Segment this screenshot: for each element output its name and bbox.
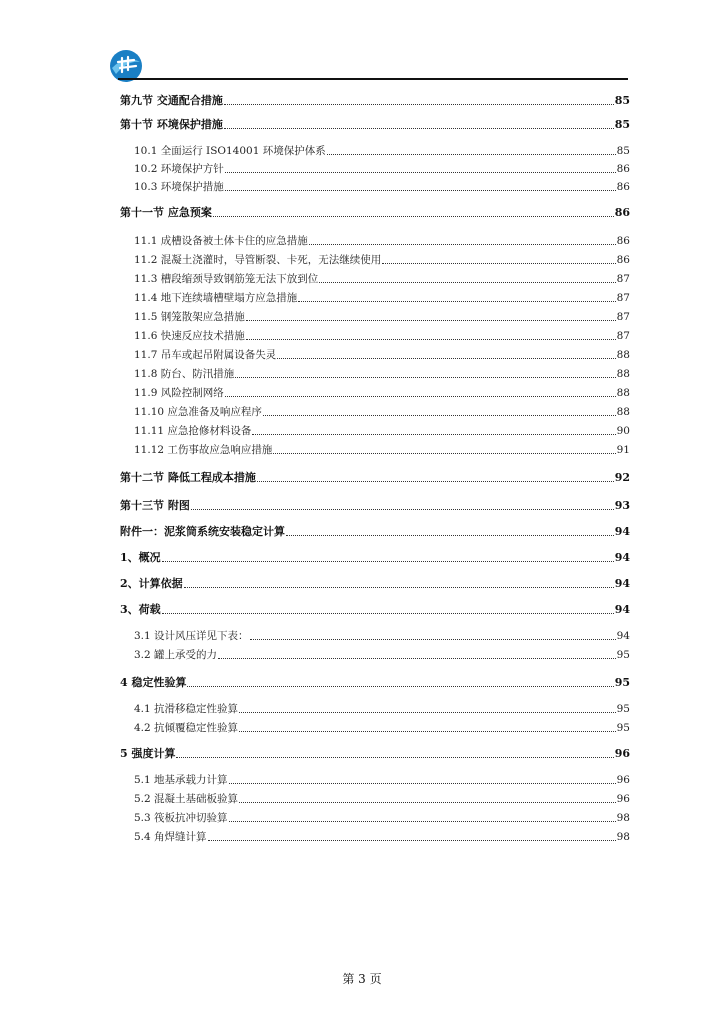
- toc-entry-page: 86: [616, 181, 630, 193]
- toc-entry[interactable]: [120, 629, 630, 643]
- toc-leader-dots: [187, 685, 613, 687]
- toc-entry-title: 4.2 抗倾覆稳定性验算: [134, 722, 239, 734]
- toc-entry[interactable]: [120, 234, 630, 248]
- toc-entry-page: 98: [616, 831, 630, 843]
- toc-entry-page: 85: [614, 94, 630, 107]
- toc-entry[interactable]: [120, 577, 630, 591]
- toc-entry-title: 3.1 设计风压详见下表：: [134, 630, 249, 642]
- toc-entry[interactable]: [120, 648, 630, 662]
- toc-leader-dots: [225, 171, 616, 173]
- toc-leader-dots: [162, 612, 614, 614]
- toc-leader-dots: [218, 657, 616, 659]
- toc-entry[interactable]: [120, 291, 630, 305]
- toc-leader-dots: [208, 839, 616, 841]
- toc-entry-title: 11.12 工伤事故应急响应措施: [134, 444, 273, 456]
- toc-entry-page: 96: [616, 793, 630, 805]
- toc-leader-dots: [191, 508, 614, 510]
- toc-entry-page: 85: [616, 145, 630, 157]
- toc-leader-dots: [229, 820, 616, 822]
- toc-entry-page: 87: [616, 273, 630, 285]
- toc-leader-dots: [224, 127, 614, 129]
- toc-entry[interactable]: [120, 676, 630, 690]
- toc-entry[interactable]: [120, 94, 630, 108]
- toc-entry-page: 96: [614, 747, 630, 760]
- toc-entry-page: 88: [616, 349, 630, 361]
- toc-leader-dots: [286, 534, 614, 536]
- toc-entry[interactable]: [120, 424, 630, 438]
- toc-entry-page: 86: [616, 254, 630, 266]
- toc-entry[interactable]: [120, 405, 630, 419]
- toc-entry-page: 91: [616, 444, 630, 456]
- toc-entry-title: 11.2 混凝土浇灌时，导管断裂、卡死，无法继续使用: [134, 254, 382, 266]
- toc-entry-page: 86: [614, 206, 630, 219]
- toc-entry-page: 94: [614, 551, 630, 564]
- toc-leader-dots: [239, 711, 616, 713]
- toc-leader-dots: [252, 433, 615, 435]
- toc-entry-title: 11.9 风险控制网络: [134, 387, 224, 399]
- toc-entry[interactable]: [120, 180, 630, 194]
- toc-entry-title: 第十二节 降低工程成本措施: [120, 471, 256, 484]
- toc-entry-title: 10.1 全面运行 ISO14001 环境保护体系: [134, 145, 326, 157]
- toc-leader-dots: [319, 281, 615, 283]
- toc-entry[interactable]: [120, 773, 630, 787]
- header-rule: [118, 78, 628, 80]
- toc-entry-page: 94: [616, 630, 630, 642]
- toc-entry-page: 95: [616, 722, 630, 734]
- toc-entry-title: 5.1 地基承载力计算: [134, 774, 228, 786]
- toc-entry-title: 11.7 吊车或起吊附属设备失灵: [134, 349, 277, 361]
- toc-entry-title: 2、计算依据: [120, 577, 183, 590]
- toc-entry-title: 3、荷载: [120, 603, 161, 616]
- toc-entry-title: 11.3 槽段缩颈导致钢筋笼无法下放到位: [134, 273, 319, 285]
- toc-entry-title: 5.4 角焊缝计算: [134, 831, 207, 843]
- toc-entry-title: 5.3 筏板抗冲切验算: [134, 812, 228, 824]
- toc-entry[interactable]: [120, 747, 630, 761]
- toc-entry-page: 94: [614, 577, 630, 590]
- toc-entry[interactable]: [120, 721, 630, 735]
- toc-entry-page: 94: [614, 525, 630, 538]
- toc-entry-title: 4.1 抗滑移稳定性验算: [134, 703, 239, 715]
- toc-leader-dots: [239, 730, 616, 732]
- toc-entry[interactable]: [120, 551, 630, 565]
- page-number: 第 3 页: [342, 972, 382, 986]
- toc-entry-page: 87: [616, 311, 630, 323]
- toc-entry-title: 第十三节 附图: [120, 499, 190, 512]
- toc-entry-title: 11.1 成槽设备被土体卡住的应急措施: [134, 235, 308, 247]
- toc-entry[interactable]: [120, 471, 630, 485]
- toc-entry[interactable]: [120, 144, 630, 158]
- toc-entry[interactable]: [120, 702, 630, 716]
- toc-entry[interactable]: [120, 811, 630, 825]
- toc-leader-dots: [257, 480, 614, 482]
- toc-leader-dots: [273, 452, 615, 454]
- toc-entry-title: 11.8 防台、防汛措施: [134, 368, 235, 380]
- toc-entry-title: 附件一：泥浆筒系统安装稳定计算: [120, 525, 285, 538]
- toc-entry-page: 93: [614, 499, 630, 512]
- toc-entry-title: 5 强度计算: [120, 747, 176, 760]
- toc-leader-dots: [246, 338, 616, 340]
- toc-entry-title: 3.2 罐上承受的力: [134, 649, 218, 661]
- toc-leader-dots: [225, 189, 616, 191]
- toc-entry[interactable]: [120, 206, 630, 220]
- toc-leader-dots: [327, 153, 616, 155]
- toc-entry-title: 5.2 混凝土基础板验算: [134, 793, 239, 805]
- toc-leader-dots: [246, 319, 616, 321]
- toc-leader-dots: [213, 215, 614, 217]
- toc-entry[interactable]: [120, 443, 630, 457]
- toc-leader-dots: [250, 638, 616, 640]
- toc-entry[interactable]: [120, 272, 630, 286]
- toc-entry-title: 10.2 环境保护方针: [134, 163, 224, 175]
- toc-entry[interactable]: [120, 499, 630, 513]
- toc-leader-dots: [277, 357, 615, 359]
- toc-entry-page: 95: [616, 703, 630, 715]
- toc-entry-page: 85: [614, 118, 630, 131]
- toc-leader-dots: [298, 300, 615, 302]
- toc-entry-page: 94: [614, 603, 630, 616]
- toc-entry[interactable]: [120, 162, 630, 176]
- toc-entry[interactable]: [120, 830, 630, 844]
- toc-entry[interactable]: [120, 386, 630, 400]
- toc-entry-page: 92: [614, 471, 630, 484]
- toc-leader-dots: [309, 243, 616, 245]
- toc-entry-page: 95: [614, 676, 630, 689]
- toc-entry-page: 88: [616, 406, 630, 418]
- toc-entry-page: 86: [616, 163, 630, 175]
- toc-entry-page: 90: [616, 425, 630, 437]
- toc-leader-dots: [162, 560, 614, 562]
- toc-entry-title: 11.4 地下连续墙槽壁塌方应急措施: [134, 292, 298, 304]
- toc-entry-page: 87: [616, 292, 630, 304]
- toc-leader-dots: [224, 103, 614, 105]
- toc-entry[interactable]: [120, 603, 630, 617]
- toc-entry-page: 86: [616, 235, 630, 247]
- toc-leader-dots: [176, 756, 613, 758]
- toc-entry-title: 11.5 钢笼散架应急措施: [134, 311, 245, 323]
- toc-entry-page: 88: [616, 368, 630, 380]
- toc-entry-title: 11.6 快速反应技术措施: [134, 330, 245, 342]
- toc-leader-dots: [184, 586, 614, 588]
- toc-entry-page: 88: [616, 387, 630, 399]
- toc-entry[interactable]: [120, 253, 630, 267]
- toc-leader-dots: [235, 376, 615, 378]
- toc-entry[interactable]: [120, 310, 630, 324]
- toc-entry-title: 10.3 环境保护措施: [134, 181, 224, 193]
- toc-entry-title: 第十一节 应急预案: [120, 206, 212, 219]
- toc-leader-dots: [225, 395, 616, 397]
- toc-entry-title: 11.10 应急准备及响应程序: [134, 406, 262, 418]
- toc-leader-dots: [239, 801, 616, 803]
- toc-leader-dots: [229, 782, 616, 784]
- toc-leader-dots: [263, 414, 616, 416]
- toc-entry[interactable]: [120, 348, 630, 362]
- toc-entry[interactable]: [120, 118, 630, 132]
- toc-entry[interactable]: [120, 792, 630, 806]
- toc-entry-title: 第十节 环境保护措施: [120, 118, 223, 131]
- toc-entry-title: 第九节 交通配合措施: [120, 94, 223, 107]
- toc-entry-page: 95: [616, 649, 630, 661]
- toc-entry-title: 1、概况: [120, 551, 161, 564]
- toc-entry[interactable]: [120, 525, 630, 539]
- toc-leader-dots: [382, 262, 615, 264]
- toc-entry-page: 98: [616, 812, 630, 824]
- toc-entry-title: 11.11 应急抢修材料设备: [134, 425, 252, 437]
- toc-entry-title: 4 稳定性验算: [120, 676, 187, 689]
- toc-entry[interactable]: [120, 329, 630, 343]
- toc-entry[interactable]: [120, 367, 630, 381]
- toc-entry-page: 87: [616, 330, 630, 342]
- toc-entry-page: 96: [616, 774, 630, 786]
